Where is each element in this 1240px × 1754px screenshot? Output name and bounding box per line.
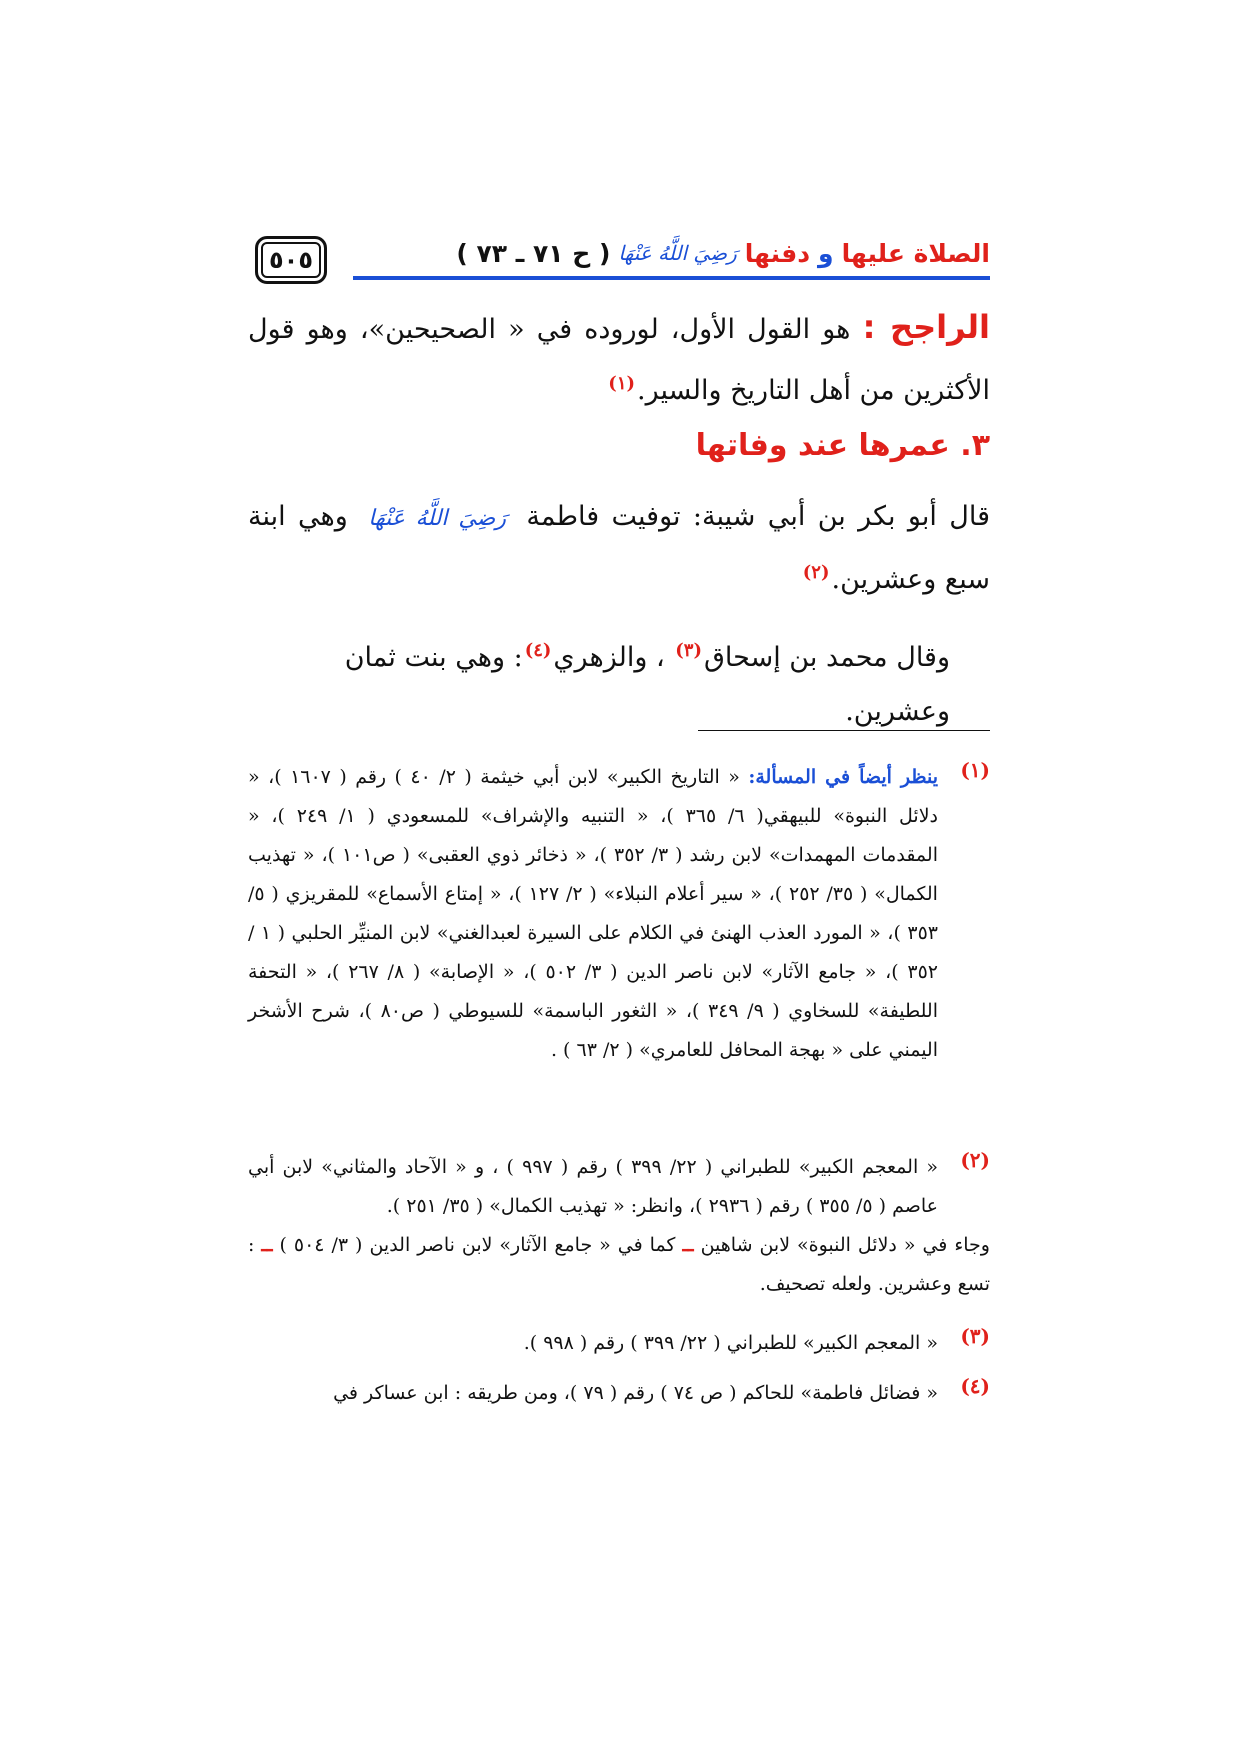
- footnote-2-note-a: وجاء في « دلائل النبوة» لابن شاهين: [700, 1234, 990, 1256]
- footnote-2-dash-1: ــ: [682, 1234, 694, 1256]
- age-text-b: وهي ابنة سبع وعشرين.: [248, 501, 990, 595]
- rajih-paragraph: [248, 300, 990, 418]
- age-text-a: قال أبو بكر بن أبي شيبة: توفيت فاطمة: [526, 501, 991, 532]
- rajih-text: [248, 300, 990, 418]
- ishaq-text-a: وقال محمد بن إسحاق: [703, 642, 950, 673]
- honorific-phrase: رَضِيَ اللَّهُ عَنْهَا: [368, 506, 506, 531]
- footnote-3-text: « المعجم الكبير» للطبراني ( ٢٢/ ٣٩٩ ) رقم ( ٩٩٨ ).: [523, 1332, 938, 1354]
- running-title-conjunction: و: [818, 238, 834, 268]
- header-rule: [353, 276, 990, 280]
- footnote-separator: [698, 730, 990, 731]
- footnote-1-number: (١): [960, 758, 990, 782]
- age-text: [248, 490, 990, 607]
- footnote-2-note-b: كما في « جامع الآثار» لابن ناصر الدين ( ٣/ ٥٠٤ ): [279, 1234, 676, 1256]
- age-paragraph: [248, 490, 990, 607]
- running-title: [456, 236, 990, 270]
- footnote-2-number: (٢): [960, 1148, 990, 1172]
- running-title-range: ( ح ٧١ ـ ٧٣ ): [456, 238, 611, 268]
- footnote-3: [248, 1324, 990, 1363]
- footnote-1-text: [248, 758, 938, 1070]
- section-heading-text: ٣. عمرها عند وفاتها: [695, 428, 990, 463]
- running-title-honorific: رَضِيَ اللَّهُ عَنْهَا: [618, 241, 737, 265]
- footnote-2-note: [248, 1226, 990, 1304]
- footnote-3-number: (٣): [960, 1324, 990, 1348]
- footnote-2-dash-2: ــ: [261, 1234, 273, 1256]
- footnote-2-text: « المعجم الكبير» للطبراني ( ٢٢/ ٣٩٩ ) رقم ( ٩٩٧ ) ، و « الآحاد والمثاني» لابن أبي عاصم ( ٥/ ٣٥٥ ) رقم ( ٢٩٣٦ )، وانظر: « تهذيب الكمال» ( ٣٥/ ٢٥١ ).: [248, 1156, 939, 1217]
- ishaq-text: [248, 624, 990, 739]
- rajih-label: الراجح :: [862, 308, 991, 346]
- footnote-4-text: « فضائل فاطمة» للحاكم ( ص ٧٤ ) رقم ( ٧٩ )، ومن طريقه : ابن عساكر في: [333, 1382, 938, 1404]
- footnote-1: [248, 758, 990, 1070]
- footnote-1-lead: ينظر أيضاً في المسألة:: [748, 766, 939, 788]
- footnote-4-number: (٤): [960, 1374, 990, 1398]
- running-title-main: الصلاة عليها: [841, 238, 990, 268]
- running-title-second: دفنها: [744, 238, 811, 268]
- footnote-2-note-c: : تسع وعشرين. ولعله تصحيف.: [248, 1234, 990, 1295]
- footnote-ref-1[interactable]: (١): [608, 373, 636, 394]
- ishaq-text-b: ، والزهري: [553, 642, 665, 673]
- section-heading: [248, 428, 990, 463]
- footnote-4: [248, 1374, 990, 1413]
- rajih-body: هو القول الأول، لوروده في « الصحيحين»، وهو قول الأكثرين من أهل التاريخ والسير.: [248, 314, 990, 406]
- ishaq-paragraph: [248, 624, 990, 739]
- footnote-2: [248, 1148, 990, 1226]
- page-header: [255, 236, 990, 296]
- footnote-1-body: « التاريخ الكبير» لابن أبي خيثمة ( ٢/ ٤٠ ) رقم ( ١٦٠٧ )، « دلائل النبوة» للبيهقي( ٦/ ٣٦٥ )، « التنبيه والإشراف» للمسعودي ( ١/ ٢٤٩ )، « المقدمات المهمدات» لابن رشد ( ٣/ ٣٥٢ )، « ذخائر ذوي العقبى» ( ص١٠١ )، « تهذيب الكمال» ( ٣٥/ ٢٥٢ )، « سير أعلام النبلاء» ( ٢/ ١٢٧ )، « إمتاع الأسماع» للمقريزي ( ٥/ ٣٥٣ )، « المورد العذب الهنئ في الكلام على السيرة لعبدالغني» لابن المنيِّر الحلبي ( ١ / ٣٥٢ )، « جامع الآثار» لابن ناصر الدين ( ٣/ ٥٠٢ )، « الإصابة» ( ٨/ ٢٦٧ )، « التحفة اللطيفة» للسخاوي ( ٩/ ٣٤٩ )، « الثغور الباسمة» للسيوطي ( ص٨٠ )، شرح الأشخر اليمني على « بهجة المحافل للعامري» ( ٢/ ٦٣ ) .: [248, 766, 939, 1061]
- ishaq-text-c: : وهي بنت ثمان وعشرين.: [344, 642, 950, 727]
- footnote-ref-2[interactable]: (٢): [802, 562, 830, 583]
- footnote-ref-3[interactable]: (٣): [675, 640, 702, 661]
- footnote-ref-4[interactable]: (٤): [524, 640, 552, 661]
- footnote-2-note-text: [248, 1226, 990, 1304]
- page-number-badge: ٥٠٥: [255, 236, 327, 284]
